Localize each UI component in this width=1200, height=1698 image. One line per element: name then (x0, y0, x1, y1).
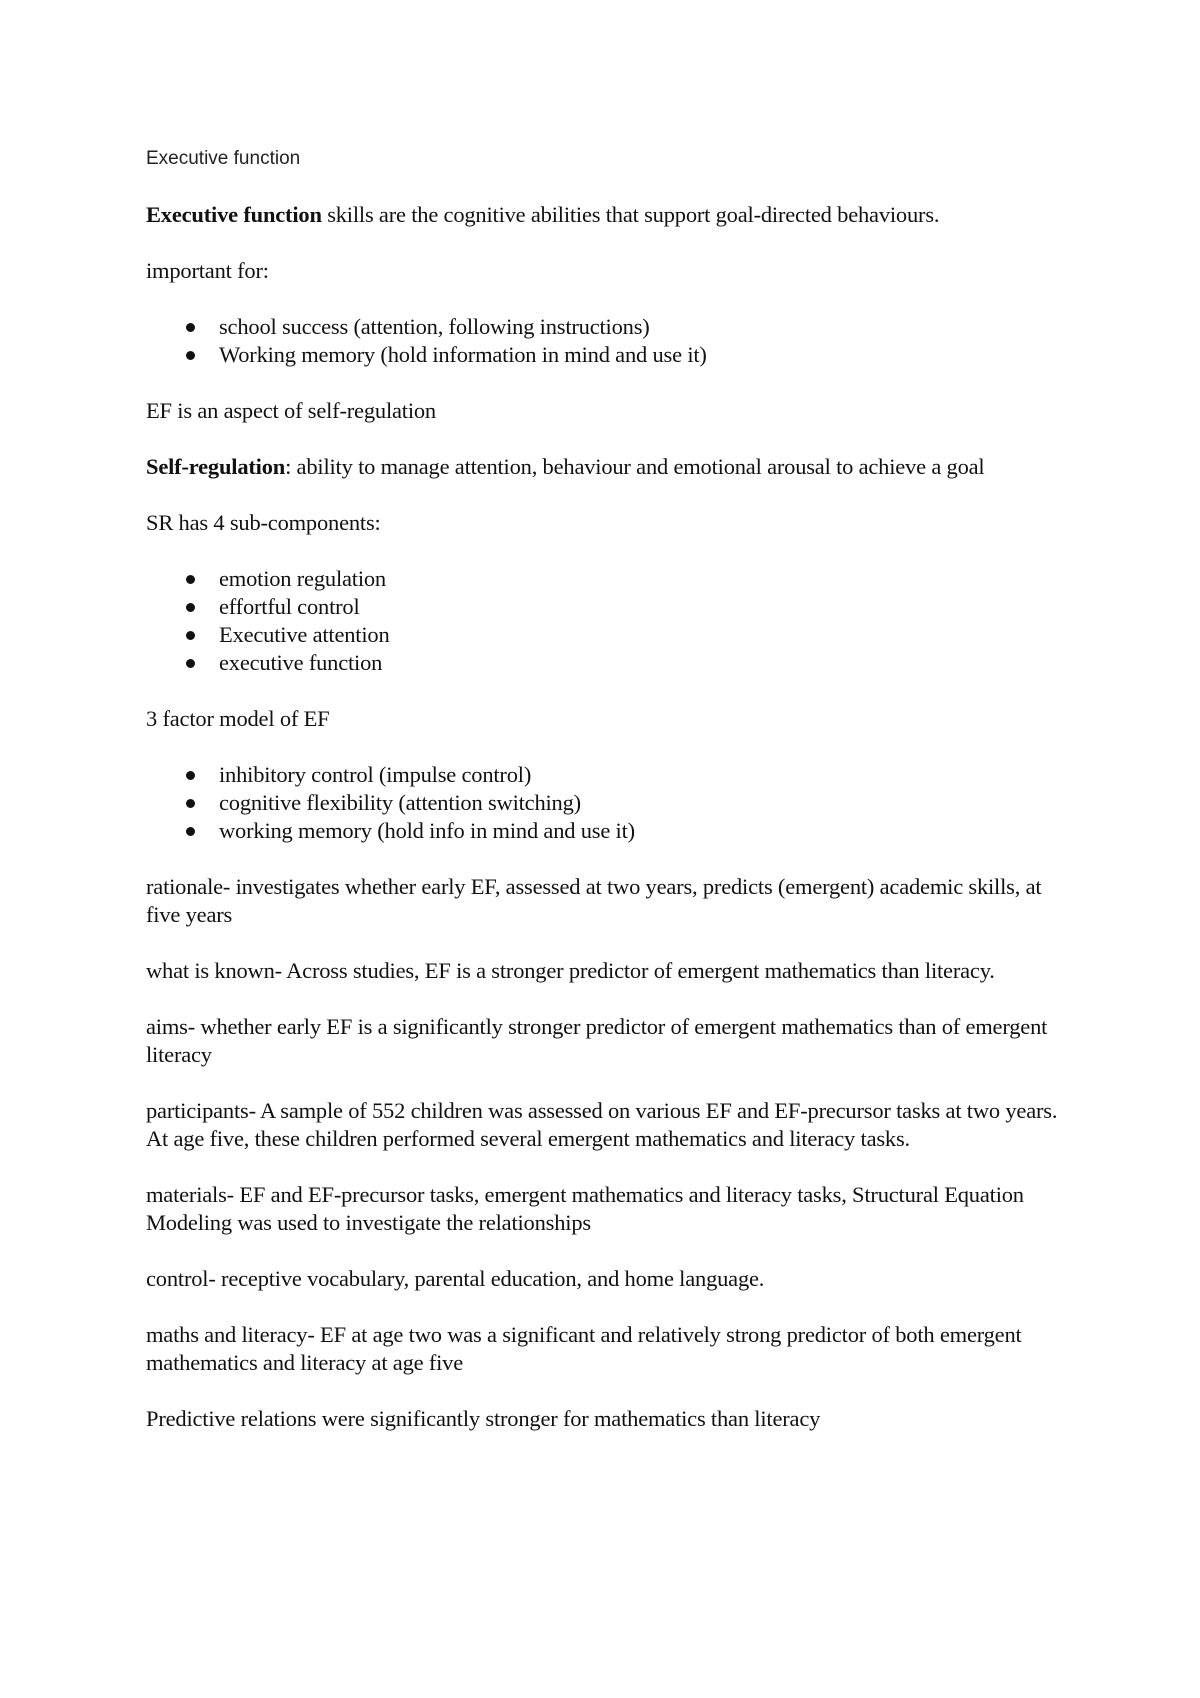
sr-subcomponents-label: SR has 4 sub-components: (146, 510, 381, 535)
document-title: Executive function (146, 148, 301, 169)
control-paragraph: control- receptive vocabulary, parental education, and home language. (146, 1266, 765, 1291)
bullet-icon (186, 323, 195, 332)
bullet-icon (186, 799, 195, 808)
participants-paragraph: participants- A sample of 552 children was assessed on various EF and EF-precursor tasks at two years. At age five, these children performed several emergent mathematics and literacy tasks. (146, 1098, 1058, 1151)
factor-model-label: 3 factor model of EF (146, 706, 330, 731)
bullet-icon (186, 631, 195, 640)
bullet-icon (186, 575, 195, 584)
rationale-paragraph: rationale- investigates whether early EF, assessed at two years, predicts (emergent) academic skills, at five years (146, 874, 1042, 927)
list-item: effortful control (146, 593, 1066, 621)
bullet-icon (186, 603, 195, 612)
list-item: school success (attention, following instructions) (146, 313, 1066, 341)
list-item: Working memory (hold information in mind and use it) (146, 341, 1066, 369)
materials-paragraph: materials- EF and EF-precursor tasks, emergent mathematics and literacy tasks, Structural Equation Modeling was used to investigate the relationships (146, 1182, 1024, 1235)
ef-aspect-paragraph: EF is an aspect of self-regulation (146, 398, 436, 423)
list-item: Executive attention (146, 621, 1066, 649)
aims-paragraph: aims- whether early EF is a significantly stronger predictor of emergent mathematics than of emergent literacy (146, 1014, 1048, 1067)
list-item: working memory (hold info in mind and use it) (146, 817, 1066, 845)
maths-literacy-paragraph: maths and literacy- EF at age two was a significant and relatively strong predictor of both emergent mathematics and literacy at age five (146, 1322, 1022, 1375)
bullet-icon (186, 771, 195, 780)
self-regulation-text: : ability to manage attention, behaviour and emotional arousal to achieve a goal (285, 454, 985, 479)
list-item: emotion regulation (146, 565, 1066, 593)
factor-model-list (146, 761, 1066, 845)
bullet-icon (186, 827, 195, 836)
known-paragraph: what is known- Across studies, EF is a stronger predictor of emergent mathematics than literacy. (146, 958, 995, 983)
self-regulation-term: Self-regulation (146, 454, 286, 479)
definition-paragraph (146, 201, 1066, 229)
document-body (146, 145, 1066, 1461)
predictive-paragraph: Predictive relations were significantly stronger for mathematics than literacy (146, 1406, 821, 1431)
list-item: executive function (146, 649, 1066, 677)
list-item: inhibitory control (impulse control) (146, 761, 1066, 789)
important-for-list (146, 313, 1066, 369)
bullet-icon (186, 659, 195, 668)
important-for-label: important for: (146, 258, 269, 283)
definition-text: skills are the cognitive abilities that support goal-directed behaviours. (321, 202, 940, 227)
self-regulation-paragraph (146, 453, 1066, 481)
definition-term: Executive function (146, 202, 322, 227)
sr-subcomponents-list (146, 565, 1066, 677)
list-item: cognitive flexibility (attention switching) (146, 789, 1066, 817)
bullet-icon (186, 351, 195, 360)
